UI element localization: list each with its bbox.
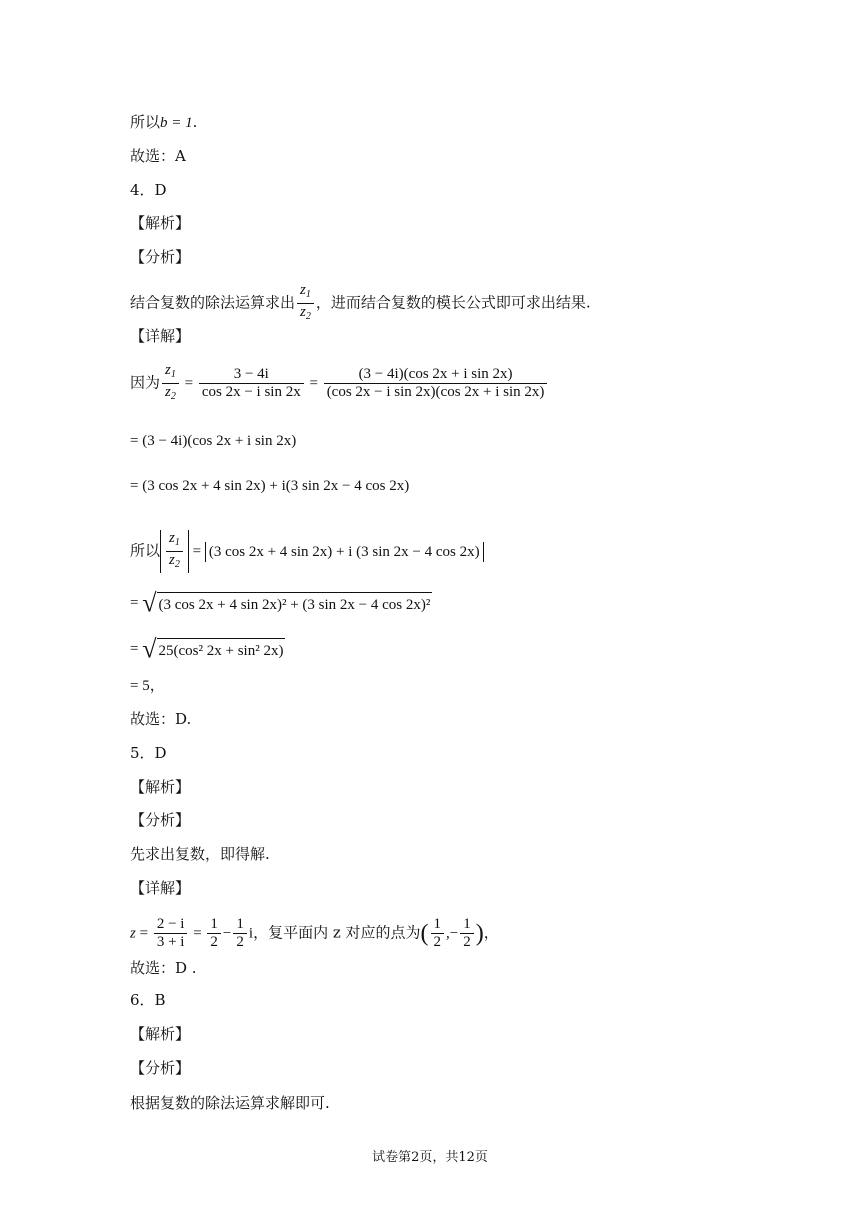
section-fenxi-q5: 【分析】: [130, 811, 191, 829]
answer-choice-d-q4: 故选：D.: [130, 710, 192, 728]
equation-modulus: 所以 $\frac{z_1}{z_2}$ = (3 cos 2x + 4 sin 2x) + i (3 sin 2x − 4 cos 2x): [130, 530, 484, 573]
fraction-rationalized: $\frac{\text{(3 − 4i)(cos 2x + i sin 2x)}}{\text{(cos 2x − i sin 2x)(cos 2x + i sin 2x)}}$: [324, 366, 548, 401]
section-fenxi-q6: 【分析】: [130, 1059, 191, 1077]
question-4-answer: 4．D: [130, 181, 167, 199]
fraction-one-half-i: $\frac{1}{2}$: [233, 916, 247, 951]
page-footer: 试卷第2页，共12页: [372, 1150, 488, 1165]
answer-choice-d-q5: 故选：D .: [130, 959, 197, 977]
answer-choice-a: 故选：A: [130, 147, 186, 165]
section-fenxi: 【分析】: [130, 248, 191, 266]
math-b-eq-1: b = 1: [160, 115, 193, 131]
sqrt-sign-2: √ 25(cos² 2x + sin² 2x): [142, 634, 284, 664]
fraction-2-i-over-3-i: $\frac{2 - i}{3 + i}$: [154, 916, 188, 951]
section-xiangjie: 【详解】: [130, 327, 191, 345]
section-jiexi-q6: 【解析】: [130, 1025, 191, 1043]
section-jiexi-q5: 【解析】: [130, 778, 191, 796]
abs-fraction: $\frac{z_1}{z_2}$: [160, 530, 189, 573]
sqrt-sign-1: √ (3 cos 2x + 4 sin 2x)² + (3 sin 2x − 4 cos 2x)²: [142, 588, 431, 618]
question-5-answer: 5．D: [130, 744, 167, 762]
section-jiexi: 【解析】: [130, 214, 191, 232]
point-y: $\frac{1}{2}$: [460, 916, 474, 951]
analysis-text-q6: 根据复数的除法运算求解即可.: [130, 1094, 330, 1112]
fraction-simple: $\frac{3 - 4i}{\text{cos 2x − i sin 2x}}$: [199, 366, 304, 401]
equation-result-5: = 5，: [130, 678, 165, 694]
section-xiangjie-q5: 【详解】: [130, 879, 191, 897]
fraction-z1-z2: $\frac{z_1}{z_2}$: [297, 282, 314, 325]
analysis-text-q5: 先求出复数，即得解.: [130, 845, 270, 863]
fraction-z1-z2-lhs: $\frac{z_1}{z_2}$: [162, 362, 179, 405]
line-b-equals-1: 所以b = 1.: [130, 113, 198, 131]
question-6-answer: 6．B: [130, 991, 166, 1009]
abs-expression: (3 cos 2x + 4 sin 2x) + i (3 sin 2x − 4 cos 2x): [205, 542, 484, 562]
equation-q5: z = $\frac{2 - i}{3 + i}$ = $\frac{1}{2}$ − $\frac{1}{2}$ i，复平面内 z 对应的点为( $\frac{1}{2}$ ,− $\frac{1}{2}$ )，: [130, 916, 499, 950]
equation-step-1: = (3 − 4i)(cos 2x + i sin 2x): [130, 433, 297, 449]
equation-sqrt-1: = √ (3 cos 2x + 4 sin 2x)² + (3 sin 2x − 4 cos 2x)²: [130, 588, 431, 618]
equation-sqrt-2: = √ 25(cos² 2x + sin² 2x): [130, 634, 284, 664]
equation-step-2: = (3 cos 2x + 4 sin 2x) + i(3 sin 2x − 4 cos 2x): [130, 478, 410, 494]
equation-because: 因为 $\frac{z_1}{z_2}$ = $\frac{3 - 4i}{\text{cos 2x − i sin 2x}}$ = $\frac{\text{(3 − 4i)(cos 2x + i sin 2x)}}{\text{(cos 2x − i sin 2x)(cos 2x + i sin 2x)}}$: [130, 362, 549, 405]
analysis-text-q4: 结合复数的除法运算求出 $\frac{z_1}{z_2}$ ，进而结合复数的模长公式即可求出结果.: [130, 282, 591, 325]
point-x: $\frac{1}{2}$: [431, 916, 445, 951]
fraction-one-half: $\frac{1}{2}$: [207, 916, 221, 951]
